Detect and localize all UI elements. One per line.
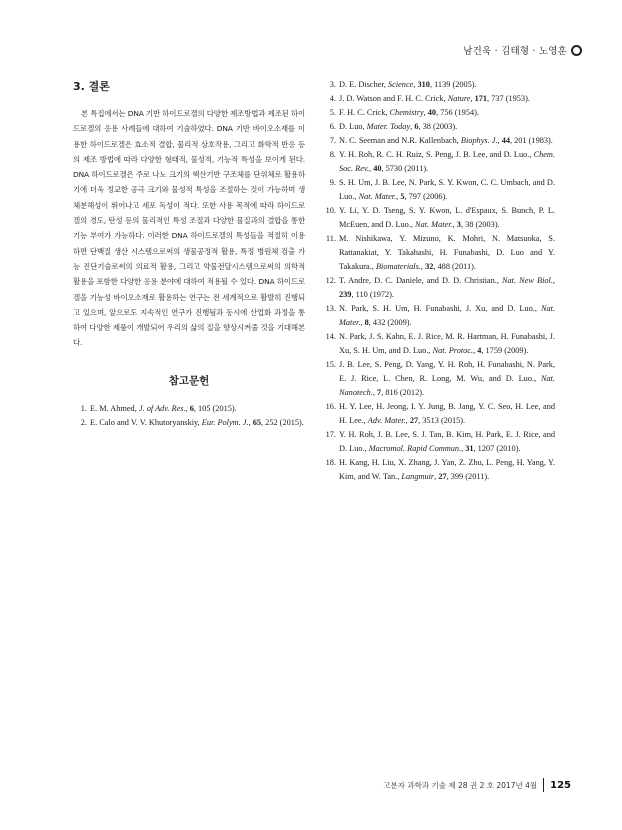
reference-item: [322, 120, 555, 134]
reference-number: 3.: [329, 80, 336, 89]
reference-text: [339, 120, 555, 134]
reference-pages-year: , 201 (1983).: [509, 136, 553, 145]
footer-divider: [543, 778, 544, 792]
reference-pages-year: , 816 (2012).: [381, 388, 425, 397]
page-number: 125: [550, 779, 571, 791]
reference-volume: 6: [414, 122, 419, 131]
reference-text: [339, 358, 555, 400]
reference-number: 14.: [325, 332, 336, 341]
reference-number: 18.: [325, 458, 336, 467]
reference-text: [339, 232, 555, 274]
reference-volume: 5: [400, 192, 405, 201]
reference-pages-year: , 1207 (2010).: [473, 444, 521, 453]
reference-authors: F. H. C. Crick,: [339, 108, 390, 117]
reference-journal: Macromol. Rapid Commun.: [368, 444, 462, 453]
reference-separator: ,: [396, 192, 401, 201]
reference-number: 11.: [325, 234, 336, 243]
reference-volume: 171: [474, 94, 488, 103]
reference-pages-year: , 797 (2006).: [404, 192, 448, 201]
reference-text: [339, 400, 555, 428]
reference-journal: Nat. Mater.: [358, 192, 397, 201]
reference-volume: 40: [427, 108, 437, 117]
reference-item: [322, 106, 555, 120]
reference-item: [322, 428, 555, 456]
reference-volume: 31: [465, 444, 474, 453]
reference-pages-year: , 756 (1954).: [436, 108, 479, 117]
reference-authors: E. M. Ahmed,: [90, 403, 139, 413]
reference-item: [322, 134, 555, 148]
reference-text: [339, 428, 555, 456]
reference-text: [90, 402, 305, 416]
left-column: [73, 78, 305, 430]
reference-journal: Nat. Mater.: [415, 220, 453, 229]
reference-journal: Langmuir: [401, 472, 435, 481]
reference-item: [73, 402, 305, 416]
reference-item: [322, 456, 555, 484]
reference-volume: 27: [409, 416, 419, 425]
reference-pages-year: , 252 (2015).: [261, 417, 304, 427]
reference-separator: ,: [413, 80, 418, 89]
reference-authors: H. Kang, H. Liu, X. Zhang, J. Yan, Z. Zhu, L. Peng, H. Yang, Y. Kim, and W. Tan.,: [339, 458, 555, 481]
reference-item: [322, 358, 555, 400]
reference-item: [322, 204, 555, 232]
reference-pages-year: , 432 (2009).: [368, 318, 412, 327]
reference-journal: Nature: [447, 94, 471, 103]
reference-text: [339, 176, 555, 204]
reference-volume: 65: [252, 417, 262, 427]
section-title: 3. 결론: [73, 80, 110, 93]
reference-volume: 44: [501, 136, 510, 145]
reference-separator: ,: [405, 416, 410, 425]
reference-authors: M. Nishikawa, Y. Mizuno, K. Mohri, N. Matsuoka, S. Rattanakiat, Y. Takahashi, H. Funabashi, D. Luo and Y. Takakura.,: [339, 234, 555, 271]
reference-text: [90, 416, 305, 430]
reference-number: 6.: [329, 122, 336, 131]
footer-journal-info: 고분자 과학과 기술 제 28 권 2 호 2017년 4월: [383, 780, 538, 790]
reference-pages-year: , 488 (2011).: [433, 262, 476, 271]
reference-separator: ,: [185, 403, 190, 413]
reference-authors: H. Y. Lee, H. Jeong, I. Y. Jung, B. Jang, Y. C. Seo, H. Lee, and H. Lee.,: [339, 402, 555, 425]
reference-volume: 32: [425, 262, 434, 271]
conclusion-paragraph: 본 특집에서는 DNA 기반 하이드로겔의 다양한 제조방법과 제조된 하이드로겔의 응용 사례들에 대하여 기술하였다. DNA 기반 바이오소재를 이용한 하이드로겔은 효소적 결합, 물리적 상호작용, 그리고 화학적 반응 등의 제조 방법에 따라 다양한 형태적, 물성적, 기능적 특성을 보이게 된다. DNA 하이드로겔은 주로 나노 크기의 핵산기반 구조체를 단위체로 활용하기에 더욱 정교한 공극 크기와 물성적 특성을 조절하는 것이 가능하며 생체분해성이 뛰어나고 세포 독성이 적다. 또한 사용 목적에 따라 하이드로겔의 경도, 탄성 등의 물리적인 특성 조절과 다양한 물질과의 결합을 통한 기능 부여가 가능하다. 이러한 DNA 하이드로겔의 특성들을 적절히 이용하면 단백질 생산 시스템으로써의 생물공정적 활용, 특정 병원체 검출 가능 진단기술로써의 의료적 활용, 그리고 약물전달시스템으로써의 의학적 활용을 포함한 다양한 응용 분야에 대하여 적용될 수 있다. DNA 하이드로겔을 기능성 바이오소재로 활용하는 연구는 전 세계적으로 활발히 진행되고 있으며, 앞으로도 지속적인 연구가 진행됨과 동시에 산업화 과정을 통하여 다양한 제품이 개발되어 우리의 삶의 질을 향상시켜줄 것을 기대해본다.: [73, 109, 305, 348]
page-footer: [383, 778, 571, 792]
reference-list-left: [73, 402, 305, 430]
reference-number: 15.: [325, 360, 336, 369]
reference-text: [339, 106, 555, 120]
reference-journal: Mater. Today: [366, 122, 411, 131]
reference-volume: 8: [364, 318, 369, 327]
reference-pages-year: , 105 (2015).: [193, 403, 237, 413]
reference-volume: 3: [456, 220, 461, 229]
reference-journal: Adv. Mater.: [367, 416, 406, 425]
reference-journal: Nat. Protoc.: [432, 346, 474, 355]
reference-separator: ,: [423, 108, 428, 117]
reference-number: 13.: [325, 304, 336, 313]
reference-authors: Y. H. Roh, J. B. Lee, S. J. Tan, B. Kim, H. Park, E. J. Rice, and D. Luo.,: [339, 430, 555, 453]
reference-number: 9.: [329, 178, 336, 187]
reference-journal: Nat. Nanotech.: [339, 374, 555, 397]
reference-authors: D. Luo,: [339, 122, 367, 131]
header-authors: 남건욱 · 김태형 · 노영훈: [463, 46, 567, 57]
reference-text: [339, 78, 555, 92]
reference-authors: Y. Li, Y. D. Tseng, S. Y. Kwon, L. d'Espaux, S. Bunch, P. L. McEuen, and D. Luo.,: [339, 206, 555, 229]
reference-authors: S. H. Um, J. B. Lee, N. Park, S. Y. Kwon, C. C. Umbach, and D. Luo.,: [339, 178, 555, 201]
reference-volume: 4: [477, 346, 482, 355]
reference-item: [322, 400, 555, 428]
reference-volume: 7: [377, 388, 382, 397]
reference-separator: ,: [452, 220, 457, 229]
reference-number: 5.: [329, 108, 336, 117]
running-header: [463, 43, 582, 57]
reference-number: 7.: [329, 136, 336, 145]
reference-number: 8.: [329, 150, 336, 159]
references-heading: 참고문헌: [168, 374, 210, 387]
reference-authors: N. Park, J. S. Kahn, E. J. Rice, M. R. Hartman, H. Funabashi, J. Xu, S. H. Um, and D. Luo.,: [339, 332, 555, 355]
reference-number: 2.: [80, 417, 87, 427]
reference-item: [322, 274, 555, 302]
reference-separator: ,: [552, 276, 555, 285]
right-column: [322, 78, 555, 484]
reference-pages-year: , 3513 (2015).: [418, 416, 466, 425]
reference-item: [322, 330, 555, 358]
reference-authors: T. Andre, D. C. Daniele, and D. D. Christian.,: [339, 276, 502, 285]
reference-separator: ,: [369, 164, 374, 173]
reference-item: [322, 92, 555, 106]
reference-item: [73, 416, 305, 430]
reference-text: [339, 92, 555, 106]
reference-text: [339, 330, 555, 358]
reference-separator: ,: [497, 136, 502, 145]
reference-authors: E. Calo and V. V. Khutoryanskiy,: [90, 417, 202, 427]
reference-journal: J. of Adv. Res.: [138, 403, 186, 413]
reference-number: 17.: [325, 430, 336, 439]
reference-journal: Nat. New Biol.: [502, 276, 553, 285]
reference-separator: ,: [473, 346, 478, 355]
reference-pages-year: , 737 (1953).: [487, 94, 530, 103]
reference-journal: Chemistry: [389, 108, 424, 117]
reference-separator: ,: [470, 94, 475, 103]
reference-item: [322, 176, 555, 204]
reference-item: [322, 232, 555, 274]
reference-text: [339, 134, 555, 148]
reference-separator: ,: [461, 444, 466, 453]
circle-bullet-icon: [571, 45, 582, 56]
reference-text: [339, 274, 555, 302]
reference-list-right: [322, 78, 555, 484]
reference-pages-year: , 110 (1972).: [351, 290, 395, 299]
reference-journal: Biophys. J.: [460, 136, 498, 145]
reference-number: 16.: [325, 402, 336, 411]
reference-authors: J. B. Lee, S. Peng, D. Yang, Y. H. Roh, H. Funabashi, N. Park, E. J. Rice, L. Chen, R. Long, M. Wu, and D. Luo.,: [339, 360, 555, 383]
reference-authors: N. C. Seeman and N.R. Kallenbach,: [339, 136, 461, 145]
reference-volume: 310: [417, 80, 430, 89]
reference-authors: N. Park, S. H. Um, H. Funabashi, J. Xu, and D. Luo.,: [339, 304, 541, 313]
reference-number: 12.: [325, 276, 336, 285]
reference-volume: 239: [339, 290, 352, 299]
reference-pages-year: , 5730 (2011).: [381, 164, 429, 173]
reference-authors: J. D. Watson and F. H. C. Crick,: [339, 94, 448, 103]
reference-authors: D. E. Discher,: [339, 80, 388, 89]
reference-authors: Y. H. Roh, R. C. H. Ruiz, S. Peng, J. B. Lee, and D. Luo.,: [339, 150, 534, 159]
reference-number: 4.: [329, 94, 336, 103]
reference-journal: Eur. Polym. J.: [201, 417, 249, 427]
reference-separator: ,: [434, 472, 439, 481]
reference-separator: ,: [410, 122, 415, 131]
reference-journal: Nat. Mater.: [339, 304, 555, 327]
reference-separator: ,: [372, 388, 378, 397]
reference-separator: ,: [248, 417, 253, 427]
reference-text: [339, 456, 555, 484]
reference-volume: 6: [189, 403, 194, 413]
reference-item: [322, 78, 555, 92]
reference-item: [322, 302, 555, 330]
reference-separator: ,: [420, 262, 426, 271]
reference-journal: Chem. Soc. Rev.: [339, 150, 555, 173]
reference-item: [322, 148, 555, 176]
reference-separator: ,: [360, 318, 365, 327]
reference-pages-year: , 38 (2003).: [460, 220, 500, 229]
reference-volume: 27: [438, 472, 447, 481]
reference-volume: 40: [373, 164, 382, 173]
reference-pages-year: , 399 (2011).: [446, 472, 490, 481]
reference-text: [339, 302, 555, 330]
reference-number: 10.: [325, 206, 336, 215]
reference-journal: Science: [387, 80, 414, 89]
reference-journal: Biomaterials.: [375, 262, 421, 271]
reference-text: [339, 204, 555, 232]
reference-pages-year: , 1139 (2005).: [429, 80, 477, 89]
reference-pages-year: , 1759 (2009).: [481, 346, 529, 355]
reference-pages-year: , 38 (2003).: [418, 122, 458, 131]
reference-text: [339, 148, 555, 176]
reference-number: 1.: [80, 403, 87, 413]
